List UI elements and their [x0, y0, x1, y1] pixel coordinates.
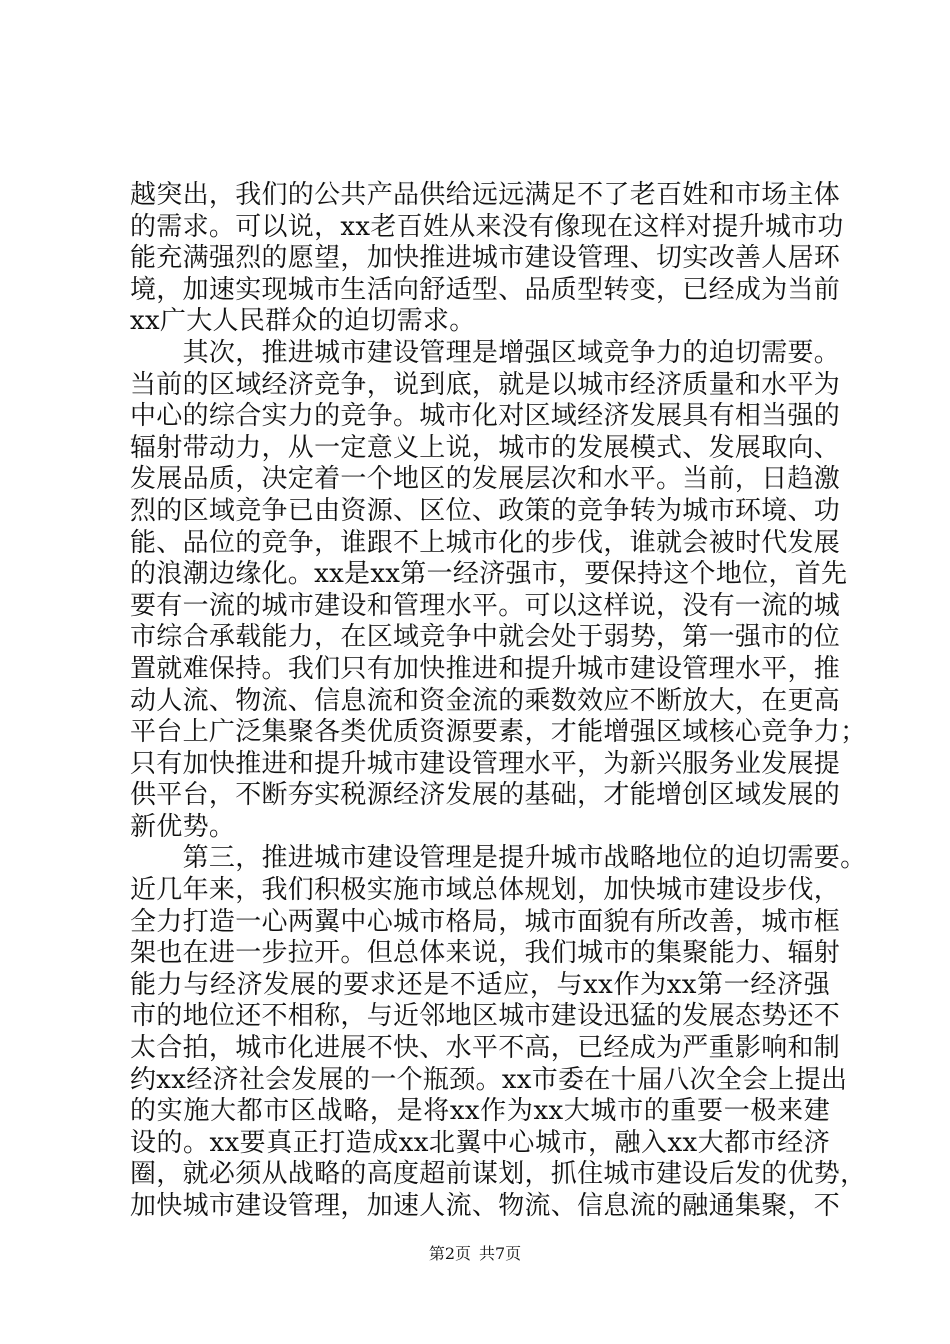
text-line: 供平台，不断夯实税源经济发展的基础，才能增创区域发展的 [130, 780, 841, 811]
text-line: 圈，就必须从战略的高度超前谋划，抓住城市建设后发的优势， [130, 1159, 867, 1190]
text-line: 平台上广泛集聚各类优质资源要素，才能增强区域核心竞争力； [130, 717, 867, 748]
text-line: 其次，推进城市建设管理是增强区域竞争力的迫切需要。 [130, 337, 841, 368]
text-line: 设的。xx要真正打造成xx北翼中心城市，融入xx大都市经济 [130, 1127, 830, 1158]
text-line: 市的地位还不相称，与近邻地区城市建设迅猛的发展态势还不 [130, 1001, 841, 1032]
text-line: 能力与经济发展的要求还是不适应，与xx作为xx第一经济强 [130, 969, 830, 1000]
text-line: 的浪潮边缘化。xx是xx第一经济强市，要保持这个地位，首先 [130, 559, 848, 590]
text-line: 能、品位的竞争，谁跟不上城市化的步伐，谁就会被时代发展 [130, 527, 841, 558]
text-line: 越突出，我们的公共产品供给远远满足不了老百姓和市场主体 [130, 180, 841, 210]
text-line: xx广大人民群众的迫切需求。 [130, 306, 476, 337]
page-total: 共7页 [479, 1244, 522, 1263]
text-line: 要有一流的城市建设和管理水平。可以这样说，没有一流的城 [130, 590, 841, 621]
document-body [130, 180, 867, 1223]
text-line: 的实施大都市区战略，是将xx作为xx大城市的重要一极来建 [130, 1096, 830, 1127]
text-line: 近几年来，我们积极实施市域总体规划，加快城市建设步伐， [130, 875, 841, 906]
text-line: 约xx经济社会发展的一个瓶颈。xx市委在十届八次全会上提出 [130, 1064, 848, 1095]
text-line: 动人流、物流、信息流和资金流的乘数效应不断放大，在更高 [130, 685, 841, 716]
text-line: 中心的综合实力的竞争。城市化对区域经济发展具有相当强的 [130, 401, 841, 432]
text-line: 辐射带动力，从一定意义上说，城市的发展模式、发展取向、 [130, 432, 841, 463]
text-line: 发展品质，决定着一个地区的发展层次和水平。当前，日趋激 [130, 464, 841, 495]
text-line: 全力打造一心两翼中心城市格局，城市面貌有所改善，城市框 [130, 906, 841, 937]
text-line: 当前的区域经济竞争，说到底，就是以城市经济质量和水平为 [130, 369, 841, 400]
text-line: 境，加速实现城市生活向舒适型、品质型转变，已经成为当前 [130, 274, 841, 305]
text-line: 置就难保持。我们只有加快推进和提升城市建设管理水平，推 [130, 653, 841, 684]
text-line: 太合拍，城市化进展不快、水平不高，已经成为严重影响和制 [130, 1033, 841, 1064]
text-line: 新优势。 [130, 811, 236, 842]
text-line: 的需求。可以说，xx老百姓从来没有像现在这样对提升城市功 [130, 211, 844, 242]
text-line: 第三，推进城市建设管理是提升城市战略地位的迫切需要。 [130, 843, 867, 874]
text-line: 只有加快推进和提升城市建设管理水平，为新兴服务业发展提 [130, 748, 841, 779]
text-line: 烈的区域竞争已由资源、区位、政策的竞争转为城市环境、功 [130, 495, 841, 526]
page-number: 第2页 [428, 1244, 471, 1263]
text-line: 架也在进一步拉开。但总体来说，我们城市的集聚能力、辐射 [130, 938, 841, 969]
page-footer [0, 1244, 950, 1264]
text-line: 加快城市建设管理，加速人流、物流、信息流的融通集聚，不 [130, 1191, 841, 1221]
text-line: 能充满强烈的愿望，加快推进城市建设管理、切实改善人居环 [130, 243, 841, 274]
text-line: 市综合承载能力，在区域竞争中就会处于弱势，第一强市的位 [130, 622, 841, 653]
